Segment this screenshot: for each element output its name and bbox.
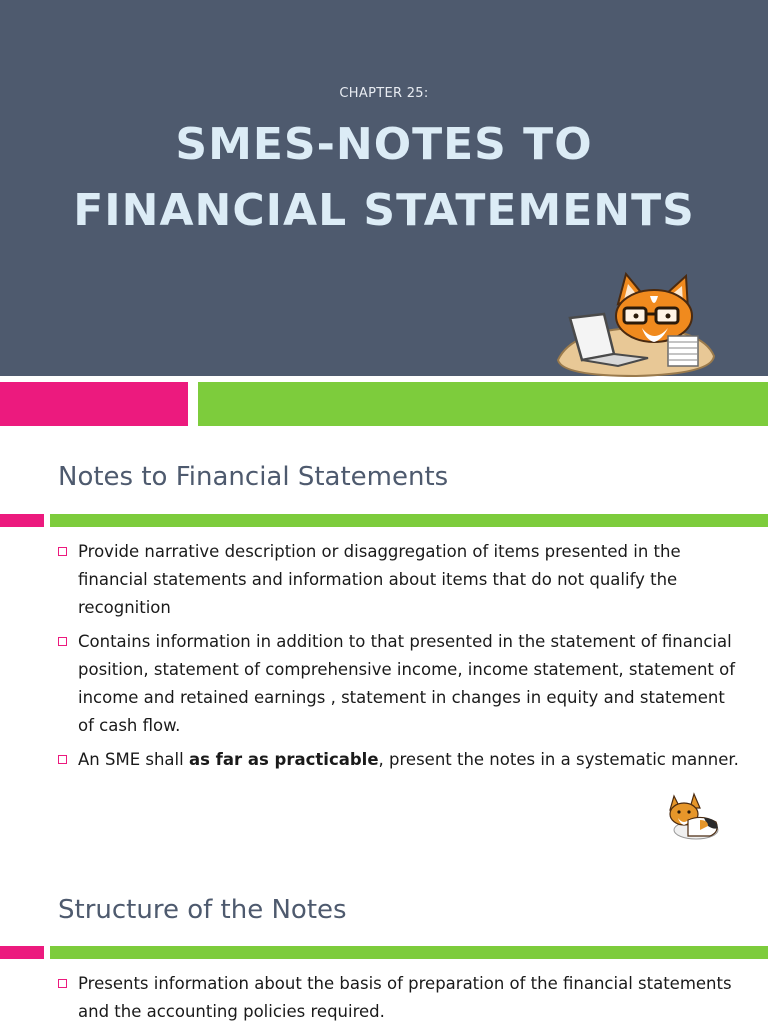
- square-bullet-icon: [58, 979, 67, 988]
- corgi-illustration: [664, 790, 724, 842]
- bullet-text: Presents information about the basis of preparation of the financial statements and the accounting policies required.: [78, 974, 732, 1021]
- section-heading-structure: Structure of the Notes: [58, 895, 347, 925]
- main-title-line-2: FINANCIAL STATEMENTS: [73, 185, 695, 236]
- chapter-label: CHAPTER 25:: [339, 86, 429, 101]
- pink-accent-band: [0, 382, 188, 426]
- list-item: [58, 970, 744, 1026]
- heading-rule-pink: [0, 946, 44, 959]
- bullet-text-before: An SME shall: [78, 750, 189, 769]
- list-item: [58, 746, 744, 774]
- structure-bullet-list: [58, 970, 744, 1032]
- heading-rule-green: [50, 946, 768, 959]
- green-accent-band: [198, 382, 768, 426]
- bullet-text-bold: as far as practicable: [188, 750, 379, 769]
- square-bullet-icon: [58, 755, 67, 764]
- main-title: [0, 112, 768, 244]
- list-item: [58, 538, 744, 622]
- bullet-text: Contains information in addition to that presented in the statement of financial position, statement of comprehensive income, income statement, statement of income and retained earnings , statement in changes in equity and statement of cash flow.: [78, 632, 736, 735]
- heading-rule-pink: [0, 514, 44, 527]
- section-heading-notes: Notes to Financial Statements: [58, 462, 449, 492]
- bullet-text: Provide narrative description or disaggregation of items presented in the financial statements and information about items that do not qualify the recognition: [78, 542, 681, 617]
- heading-rule-green: [50, 514, 768, 527]
- title-slide: [0, 0, 768, 376]
- bullet-text-after: , present the notes in a systematic manner.: [378, 750, 739, 769]
- list-item: [58, 628, 744, 740]
- main-title-line-1: SMES-NOTES TO: [175, 119, 593, 170]
- square-bullet-icon: [58, 637, 67, 646]
- fox-with-laptop-illustration: [552, 268, 720, 378]
- square-bullet-icon: [58, 547, 67, 556]
- notes-bullet-list: [58, 538, 744, 780]
